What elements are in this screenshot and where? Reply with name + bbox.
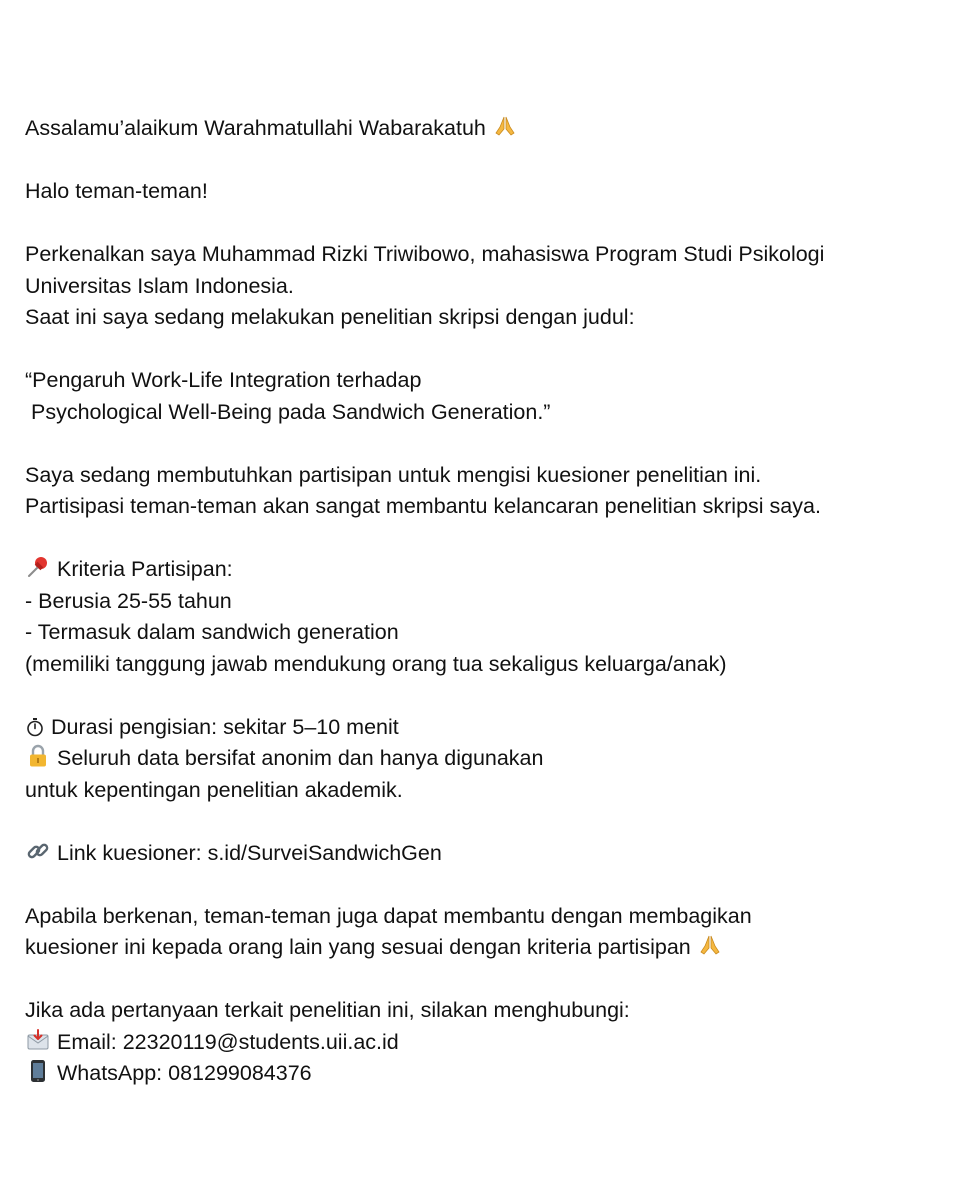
link-icon [25, 839, 51, 863]
duration-text: Durasi pengisian: sekitar 5–10 menit [50, 714, 399, 739]
link-label: Link kuesioner: [56, 840, 208, 865]
intro-line-3: Saat ini saya sedang melakukan penelitian skripsi dengan judul: [25, 305, 635, 329]
criteria-item-sandwich: - Termasuk dalam sandwich generation [25, 620, 399, 644]
criteria-heading: Kriteria Partisipan: [56, 557, 233, 581]
intro-line-2: Universitas Islam Indonesia. [25, 273, 294, 298]
contact-email-line [25, 1027, 945, 1059]
share-text-2: kuesioner ini kepada orang lain yang sesuai dengan kriteria partisipan [25, 935, 691, 959]
request-line-2: Partisipasi teman-teman akan sangat membantu kelancaran penelitian skripsi saya. [25, 494, 821, 518]
envelope-icon [25, 1028, 51, 1052]
hello-line: Halo teman-teman! [25, 179, 208, 203]
link-line [25, 838, 945, 870]
contact-whatsapp[interactable]: WhatsApp: 081299084376 [56, 1061, 312, 1085]
stopwatch-icon [25, 717, 45, 737]
greeting-line [25, 113, 945, 145]
duration-line [25, 712, 945, 744]
pray-icon [492, 114, 518, 138]
criteria-note: (memiliki tanggung jawab mendukung orang tua sekaligus keluarga/anak) [25, 651, 727, 676]
title-line-1: “Pengaruh Work-Life Integration terhadap [25, 368, 422, 392]
title-line-2: Psychological Well-Being pada Sandwich Generation.” [25, 399, 551, 424]
pray-icon [697, 933, 723, 957]
contact-email[interactable]: Email: 22320119@students.uii.ac.id [56, 1029, 399, 1054]
phone-icon [25, 1059, 51, 1083]
questionnaire-link[interactable]: s.id/SurveiSandwichGen [207, 840, 442, 865]
intro-line-1: Perkenalkan saya Muhammad Rizki Triwibowo, mahasiswa Program Studi Psikologi [25, 242, 825, 266]
announcement-text [25, 113, 945, 1090]
share-line-2 [25, 932, 945, 964]
privacy-line-2: untuk kepentingan penelitian akademik. [25, 777, 403, 802]
criteria-heading-line [25, 554, 945, 586]
request-line-1: Saya sedang membutuhkan partisipan untuk mengisi kuesioner penelitian ini. [25, 462, 762, 487]
greeting-text: Assalamu’alaikum Warahmatullahi Wabarakatuh [25, 116, 486, 140]
share-line-1: Apabila berkenan, teman-teman juga dapat membantu dengan membagikan [25, 903, 752, 928]
criteria-item-age: - Berusia 25-55 tahun [25, 588, 232, 613]
pushpin-icon [25, 555, 51, 579]
privacy-text-1: Seluruh data bersifat anonim dan hanya digunakan [56, 746, 544, 770]
contact-intro: Jika ada pertanyaan terkait penelitian ini, silakan menghubungi: [25, 998, 630, 1022]
contact-whatsapp-line [25, 1058, 945, 1090]
privacy-line-1 [25, 743, 945, 775]
lock-icon [25, 744, 51, 768]
